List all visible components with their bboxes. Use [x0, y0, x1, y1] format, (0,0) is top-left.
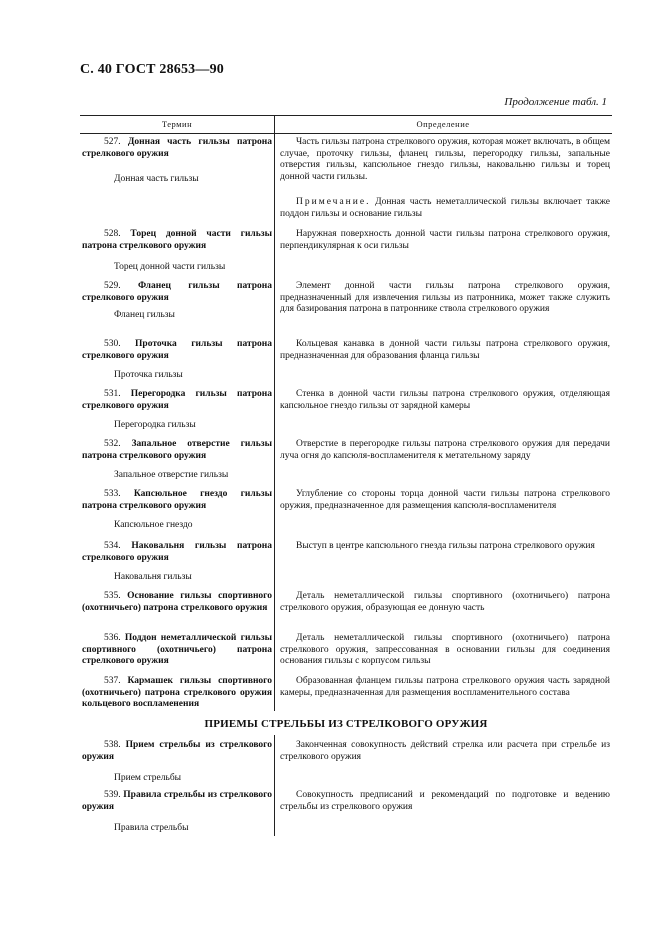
definition-cell — [280, 541, 610, 553]
term-cell — [82, 281, 272, 322]
term-synonym: Перегородка гильзы — [114, 420, 196, 430]
term-synonym: Капсюльное гнездо — [114, 520, 193, 530]
term-title: Основание гильзы спортивного (охотничьего) патрона стрелкового оружия — [82, 591, 273, 613]
entry-number: 537. — [104, 676, 121, 686]
definition-note — [280, 197, 610, 220]
definition-text: Деталь неметаллической гильзы спортивного (охотничьего) патрона стрелкового оружия, запрессованная в основании гильзы для соединения основания гильзы с корпусом гильзы — [280, 633, 610, 666]
table-continuation-label: Продолжение табл. 1 — [504, 96, 607, 108]
definition-cell — [280, 281, 610, 316]
term-cell — [82, 439, 272, 482]
term-cell — [82, 339, 272, 382]
term-cell — [82, 137, 272, 186]
term-cell — [82, 633, 272, 668]
definition-text: Деталь неметаллической гильзы спортивного (охотничьего) патрона стрелкового оружия, образующая ее донную часть — [280, 591, 610, 613]
definition-text: Наружная поверхность донной части гильзы патрона стрелкового оружия, перпендикулярная к оси гильзы — [280, 229, 610, 251]
entry-number: 535. — [104, 591, 121, 601]
column-header-definition: Определение — [416, 119, 470, 129]
table-header — [80, 115, 612, 134]
definition-cell — [280, 591, 610, 614]
term-synonym: Проточка гильзы — [114, 370, 183, 380]
term-title: Фланец гильзы патрона стрелкового оружия — [82, 281, 273, 303]
entry-number: 539. — [104, 790, 121, 800]
definition-text: Отверстие в перегородке гильзы патрона стрелкового оружия для передачи луча огня до капсюля-воспламенителя к метательному заряду — [280, 439, 610, 461]
term-title: Запальное отверстие гильзы патрона стрелкового оружия — [82, 439, 272, 461]
definition-cell — [280, 439, 610, 462]
term-cell — [82, 229, 272, 274]
definition-text: Законченная совокупность действий стрелка или расчета при стрельбе из стрелкового оружия — [280, 740, 610, 762]
column-divider — [274, 735, 275, 836]
definition-cell — [280, 339, 610, 362]
entry-number: 538. — [104, 740, 121, 750]
term-title: Правила стрельбы из стрелкового оружия — [82, 790, 272, 812]
definition-cell — [280, 740, 610, 763]
term-title: Торец донной части гильзы патрона стрелкового оружия — [82, 229, 273, 251]
definition-cell — [280, 790, 610, 813]
term-title: Кармашек гильзы спортивного (охотничьего) патрона стрелкового оружия кольцевого воспламенения — [82, 676, 272, 709]
term-cell — [82, 676, 272, 711]
definition-cell — [280, 676, 610, 699]
entry-number: 534. — [104, 541, 121, 551]
definition-cell — [280, 389, 610, 412]
definition-text: Выступ в центре капсюльного гнезда гильзы патрона стрелкового оружия — [296, 541, 595, 551]
term-synonym: Торец донной части гильзы — [114, 262, 226, 272]
term-cell — [82, 790, 272, 835]
definition-cell — [280, 137, 610, 220]
definition-cell — [280, 229, 610, 252]
term-cell — [82, 591, 272, 614]
term-cell — [82, 740, 272, 785]
term-cell — [82, 489, 272, 532]
term-cell — [82, 541, 272, 584]
term-title: Поддон неметаллической гильзы спортивного (охотничьего) патрона стрелкового оружия — [82, 633, 273, 666]
entry-number: 532. — [104, 439, 121, 449]
term-synonym: Донная часть гильзы — [114, 174, 199, 184]
term-synonym: Прием стрельбы — [114, 773, 182, 783]
term-title: Перегородка гильзы патрона стрелкового оружия — [82, 389, 272, 411]
entry-number: 528. — [104, 229, 121, 239]
definition-cell — [280, 489, 610, 512]
entry-number: 536. — [104, 633, 121, 643]
section-title: ПРИЕМЫ СТРЕЛЬБЫ ИЗ СТРЕЛКОВОГО ОРУЖИЯ — [204, 718, 488, 730]
term-title: Капсюльное гнездо гильзы патрона стрелкового оружия — [82, 489, 272, 511]
page-header: С. 40 ГОСТ 28653—90 — [80, 62, 224, 77]
term-title: Проточка гильзы патрона стрелкового оружия — [82, 339, 272, 361]
column-header-term: Термин — [161, 119, 193, 129]
definition-text: Стенка в донной части гильзы патрона стрелкового оружия, отделяющая капсюльное гнездо гильзы от зарядной камеры — [280, 389, 610, 411]
definition-text: Элемент донной части гильзы патрона стрелкового оружия, предназначенный для извлечения гильзы из патронника, может также служить для базирования патрона в патроннике ствола стрелкового оружия — [280, 281, 610, 314]
definition-text: Совокупность предписаний и рекомендаций по подготовке и ведению стрельбы из стрелкового оружия — [280, 790, 610, 812]
entry-number: 527. — [104, 137, 121, 147]
term-title: Наковальня гильзы патрона стрелкового оружия — [82, 541, 273, 563]
term-title: Донная часть гильзы патрона стрелкового оружия — [82, 137, 273, 159]
term-synonym: Запальное отверстие гильзы — [114, 470, 229, 480]
term-synonym: Фланец гильзы — [114, 310, 175, 320]
term-synonym: Наковальня гильзы — [114, 572, 192, 582]
definition-text: Часть гильзы патрона стрелкового оружия, которая может включать, в общем случае, проточку гильзы, фланец гильзы, перегородку гильзы, запальные отверстия гильзы, капсюльное гнездо гильзы, наковальню гильзы и торец донной части гильзы. — [280, 137, 610, 182]
entry-number: 529. — [104, 281, 121, 291]
term-synonym: Правила стрельбы — [114, 823, 189, 833]
entry-number: 533. — [104, 489, 121, 499]
definition-cell — [280, 633, 610, 668]
term-title: Прием стрельбы из стрелкового оружия — [82, 740, 273, 762]
definition-text: Углубление со стороны торца донной части гильзы патрона стрелкового оружия, предназначенное для размещения капсюля-воспламенителя — [280, 489, 610, 511]
definition-text: Кольцевая канавка в донной части гильзы патрона стрелкового оружия, предназначенная для образования фланца гильзы — [280, 339, 610, 361]
column-divider — [274, 132, 275, 711]
note-label: Примечание. — [296, 197, 371, 207]
entry-number: 531. — [104, 389, 121, 399]
definition-text: Образованная фланцем гильзы патрона стрелкового оружия часть зарядной камеры, предназначенная для размещения воспламенительного состава — [280, 676, 610, 698]
entry-number: 530. — [104, 339, 121, 349]
term-cell — [82, 389, 272, 432]
note-text: Донная часть неметаллической гильзы включает также поддон гильзы и основание гильзы — [280, 197, 611, 219]
